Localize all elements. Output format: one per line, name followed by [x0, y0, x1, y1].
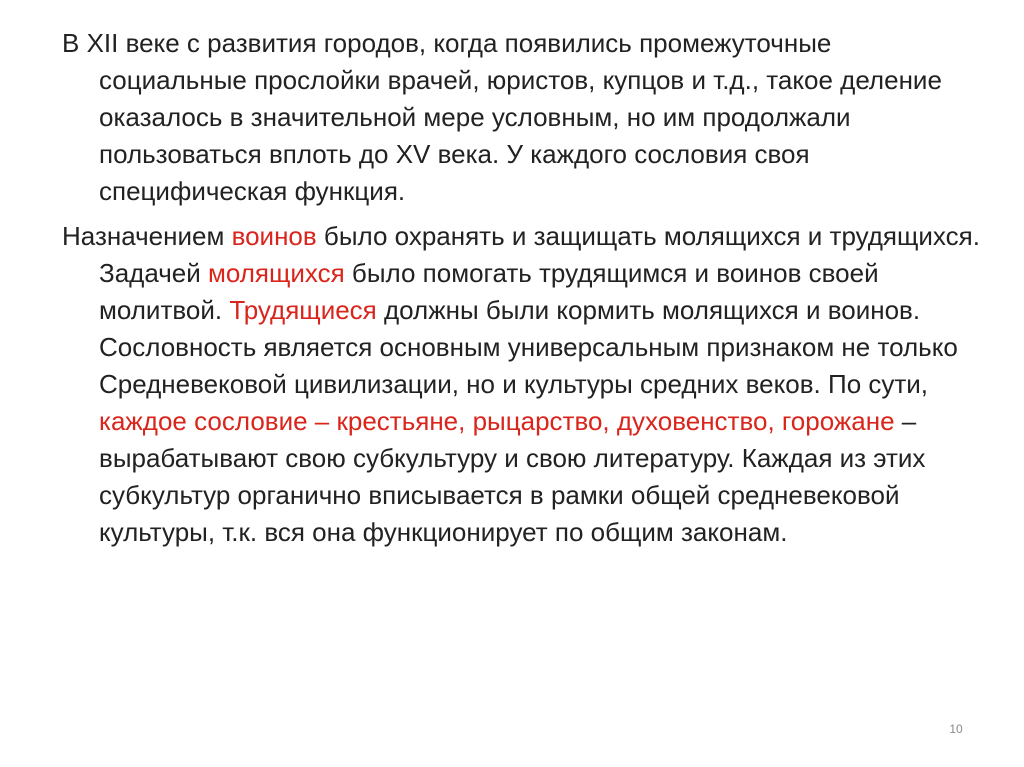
- highlight-working: Трудящиеся: [229, 295, 377, 325]
- highlight-estates-list: каждое сословие – крестьяне, рыцарство, духовенство, горожане: [99, 406, 895, 436]
- paragraph-2-text-1: Назначением: [62, 221, 232, 251]
- highlight-warriors: воинов: [231, 221, 317, 251]
- slide-body: [62, 25, 982, 559]
- paragraph-2-text-3: было помогать трудящимся и воинов своей молитвой.: [99, 258, 879, 325]
- paragraph-2-text-6: – вырабатывают свою субкультуру и свою литературу. Каждая из этих субкультур органично вписывается в рамки общей средневековой культуры, т.к. вся она функционирует по общим законам.: [99, 406, 926, 547]
- page-number: 10: [949, 722, 963, 736]
- highlight-praying: молящихся: [207, 258, 345, 288]
- paragraph-1: [62, 25, 982, 210]
- paragraph-1-text: В XII веке с развития городов, когда появились промежуточные социальные прослойки врачей, юристов, купцов и т.д., такое деление оказалось в значительной мере условным, но им продолжали пользоваться вплоть до XV века. У каждого сословия своя специфическая функция.: [62, 28, 942, 206]
- paragraph-2-text-5: Сословность является основным универсальным признаком не только Средневековой цивилизации, но и культуры средних веков. По сути,: [99, 332, 958, 399]
- paragraph-2: [62, 218, 982, 551]
- paragraph-2-text-4: должны были кормить молящихся и воинов.: [376, 295, 921, 325]
- paragraph-2-continuation: [99, 329, 982, 551]
- paragraph-2-text-2: было охранять и защищать молящихся и трудящихся. Задачей: [99, 221, 980, 288]
